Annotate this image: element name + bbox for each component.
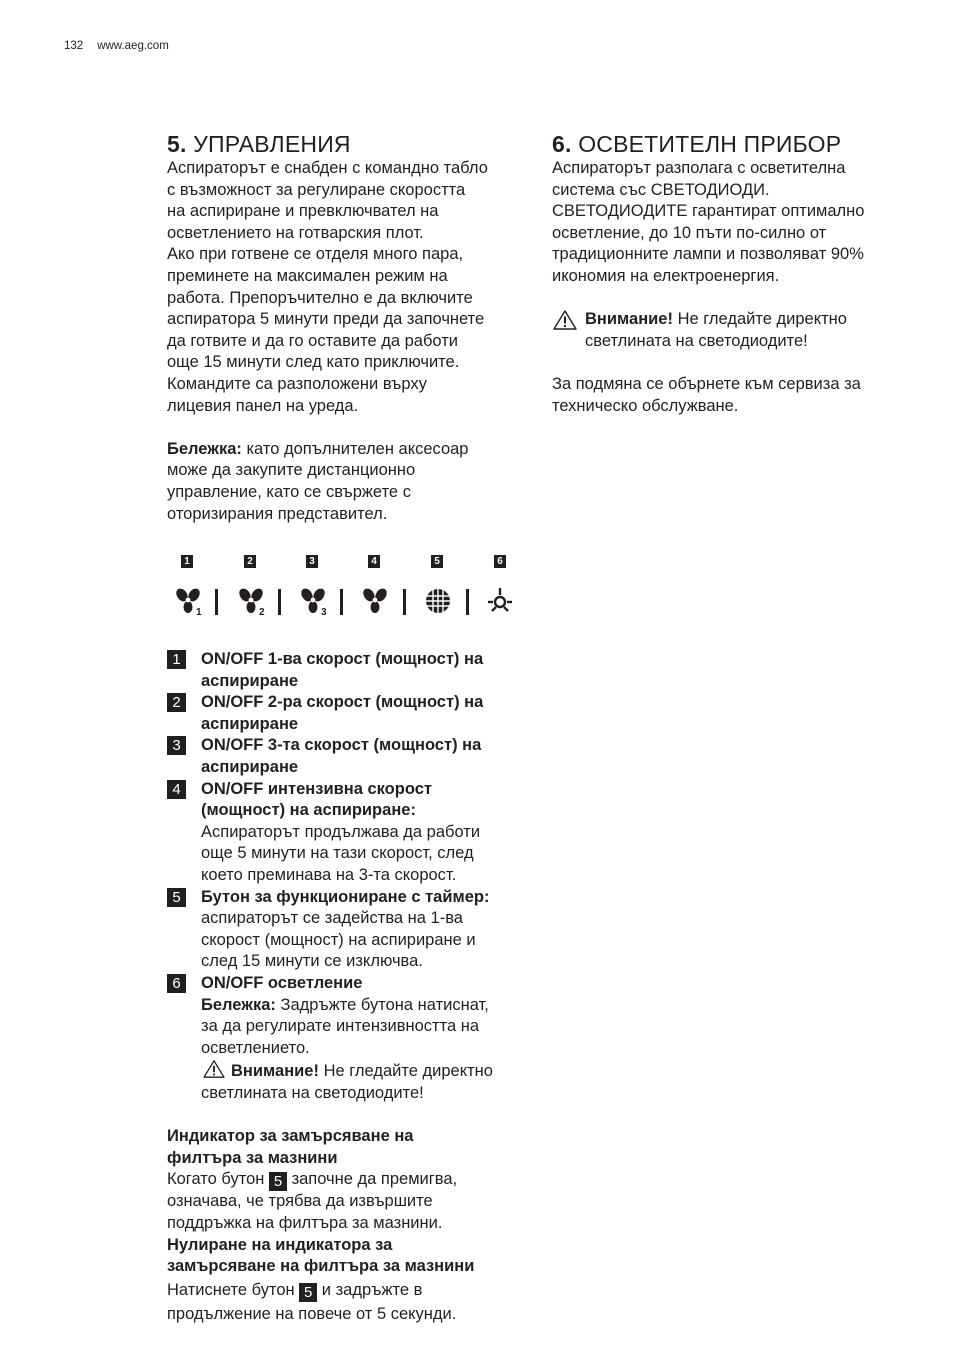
control-number-badge: 6 — [167, 974, 186, 993]
fan-intensive-icon — [358, 585, 394, 617]
light-icon — [483, 585, 519, 617]
panel-number-4: 4 — [368, 555, 380, 568]
lighting-intro: Аспираторът разполага с осветителна система със СВЕТОДИОДИ. СВЕТОДИОДИТЕ гарантират оптимално осветление, до 10 пъти по-силно от традиционните лампи и позволяват 90% икономия на електроенергия. — [552, 159, 865, 285]
control-item-6: 6 ON/OFF осветление Бележка: Задръжте бутона натиснат, за да регулирате интензивността на осветлението. Внимание! Не гледайте директно светлината на светодиодите! — [167, 973, 527, 1105]
warning-icon — [201, 1059, 227, 1079]
controls-heading: 5. УПРАВЛЕНИЯ — [167, 131, 351, 157]
panel-number-2: 2 — [244, 555, 256, 568]
filter-reset-text: Натиснете бутон 5 и задръжте в продължение на повече от 5 секунди. — [167, 1280, 457, 1323]
control-item-3: 3 ON/OFF 3-та скорост (мощност) на аспириране — [167, 735, 527, 778]
warning-icon — [552, 309, 578, 331]
filter-indicator-heading: Индикатор за замърсяване на филтъра за мазнини — [167, 1127, 414, 1167]
lighting-heading: 6. ОСВЕТИТЕЛН ПРИБОР — [552, 131, 842, 157]
fan-speed-1-icon — [171, 585, 207, 617]
service-note: За подмяна се обърнете към сервиза за техническо обслужване. — [552, 374, 861, 415]
control-number-badge: 4 — [167, 780, 186, 799]
filter-indicator-text: Когато бутон 5 започне да премигва, означава, че трябва да извършите поддръжка на филтъра за мазнини. — [167, 1170, 458, 1232]
page-header — [64, 40, 169, 52]
control-item-2: 2 ON/OFF 2-ра скорост (мощност) на аспириране — [167, 692, 527, 735]
control-panel-diagram — [167, 555, 527, 627]
panel-number-6: 6 — [494, 555, 506, 568]
control-number-badge: 1 — [167, 650, 186, 669]
control-number-badge: 5 — [167, 888, 186, 907]
panel-number-5: 5 — [431, 555, 443, 568]
lighting-warning: Внимание! Не гледайте директно светлината на светодиодите! — [552, 309, 912, 352]
remote-note: Бележка: като допълнителен аксесоар може да закупите дистанционно управление, като се свържете с оторизирания представител. — [167, 439, 469, 523]
control-item-5: 5 Бутон за функциониране с таймер: аспираторът се задейства на 1-ва скорост (мощност) на аспириране и след 15 минути се изключва. — [167, 887, 527, 973]
controls-intro: Аспираторът е снабден с командно табло с възможност за регулиране скоростта на аспириране и превключвател на осветлението на готварския плот. Ако при готвене се отделя много пара, преминете на максимален режим на работа. Препоръчително е да включите аспиратора 5 минути преди да започнете да готвите и да го оставите да работи още 15 минути след като приключите. Командите са разположени върху лицевия панел на уреда. — [167, 159, 488, 415]
filter-reset-heading: Нулиране на индикатора за замърсяване на филтъра за мазнини — [167, 1235, 475, 1276]
filter-grid-icon — [421, 585, 457, 617]
panel-number-1: 1 — [181, 555, 193, 568]
control-item-4: 4 ON/OFF интензивна скорост (мощност) на аспириране: Аспираторът продължава да работи още 5 минути на тази скорост, след което преминава на 3-та скорост. — [167, 779, 527, 887]
svg-text:1: 1 — [196, 607, 202, 618]
fan-speed-3-icon — [296, 585, 332, 617]
button-5-badge: 5 — [299, 1283, 317, 1302]
control-number-badge: 2 — [167, 693, 186, 712]
control-item-1: 1 ON/OFF 1-ва скорост (мощност) на аспириране — [167, 649, 527, 692]
fan-speed-2-icon — [234, 585, 270, 617]
site-url: www.aeg.com — [97, 40, 169, 52]
controls-section — [167, 130, 527, 1326]
page-number: 132 — [64, 40, 84, 52]
svg-text:3: 3 — [321, 607, 327, 618]
control-number-badge: 3 — [167, 736, 186, 755]
panel-number-3: 3 — [306, 555, 318, 568]
button-5-badge: 5 — [269, 1172, 287, 1191]
svg-text:2: 2 — [259, 607, 265, 618]
lighting-section — [552, 130, 912, 417]
